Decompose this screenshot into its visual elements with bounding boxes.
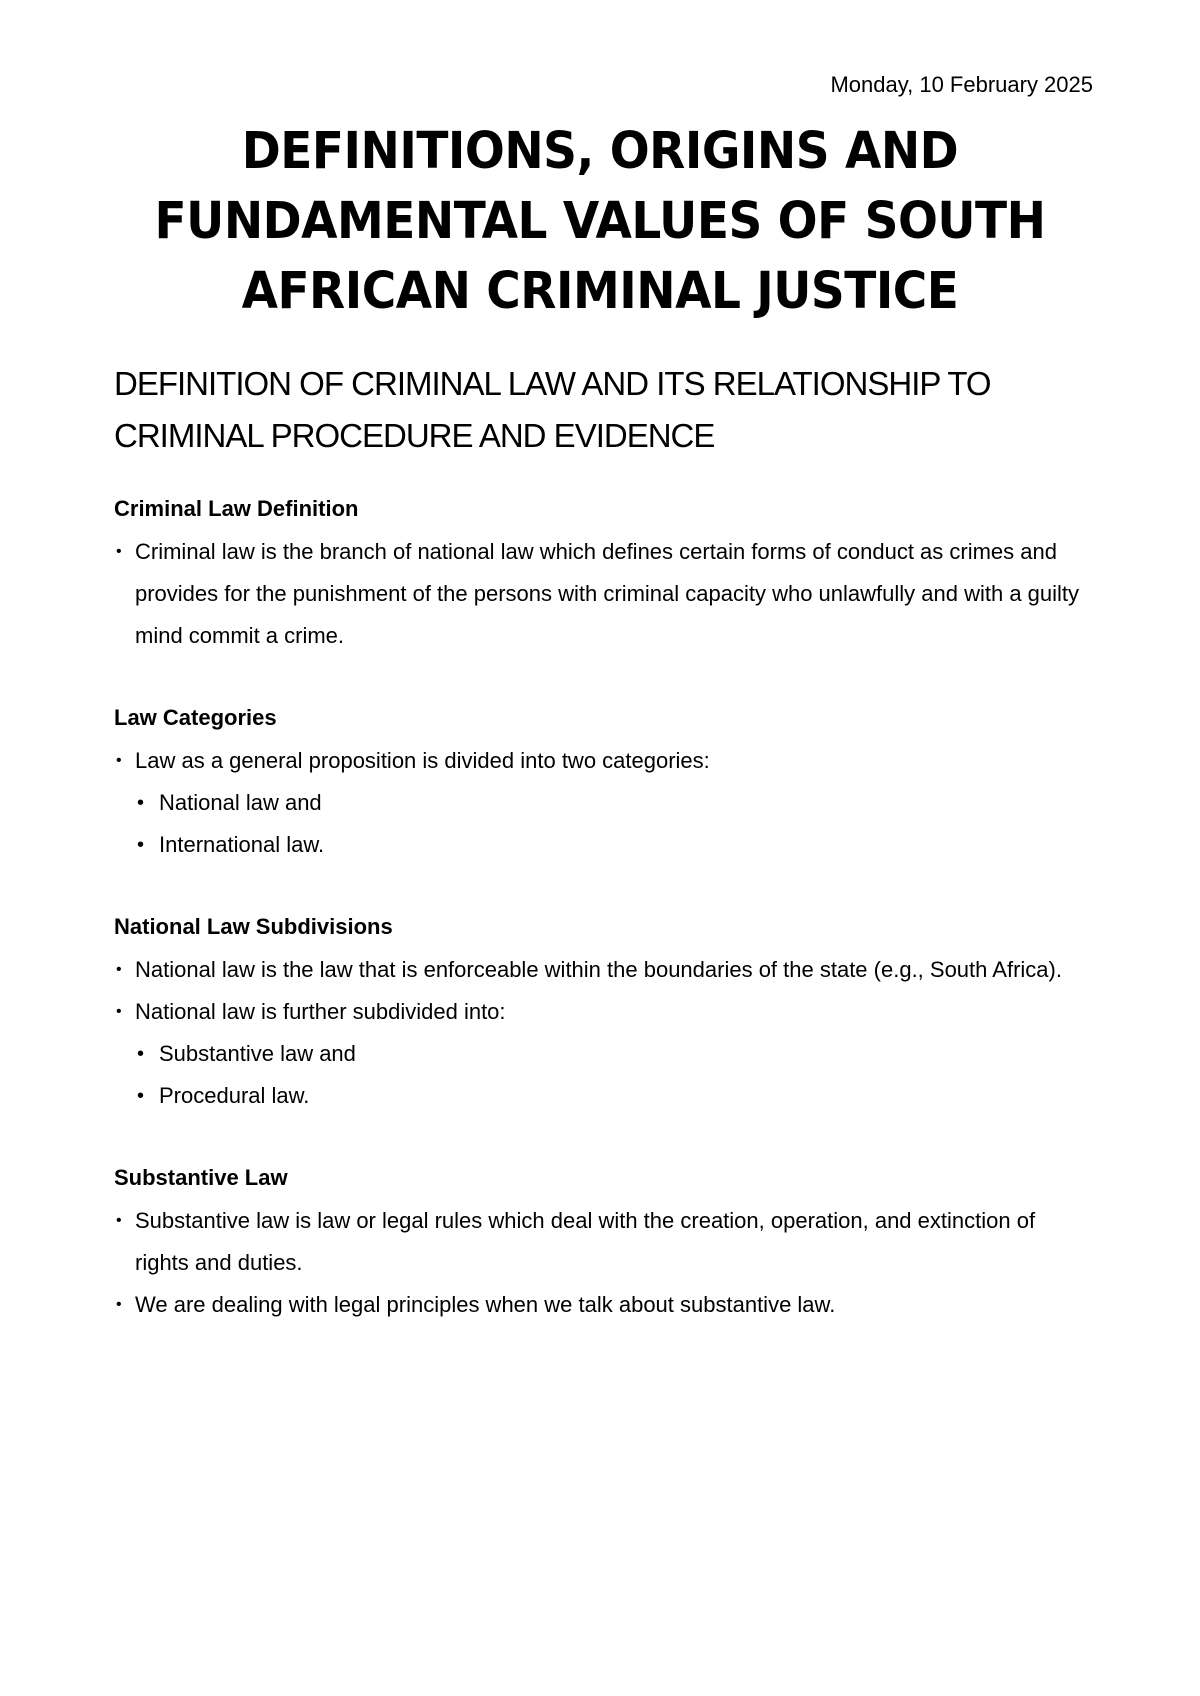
- section-national-law-subdivisions: [114, 912, 1094, 1117]
- sub-bullet-list: [135, 782, 1094, 866]
- bullet-list: [114, 1200, 1094, 1326]
- bullet-icon: •: [137, 1043, 145, 1065]
- bullet-icon: •: [116, 752, 122, 769]
- section-heading: Criminal Law Definition: [114, 496, 359, 521]
- section-heading: Substantive Law: [114, 1165, 288, 1190]
- list-item: [114, 949, 1094, 991]
- sub-bullet-list: [135, 1033, 1094, 1117]
- bullet-list: [114, 531, 1094, 657]
- list-item-text: National law is the law that is enforceable within the boundaries of the state (e.g., South Africa).: [135, 957, 1062, 982]
- sub-list-item: [135, 1075, 1094, 1117]
- list-item-text: Law as a general proposition is divided into two categories:: [135, 748, 710, 773]
- bullet-icon: •: [137, 1085, 145, 1107]
- bullet-icon: •: [116, 961, 122, 978]
- list-item-text: We are dealing with legal principles when we talk about substantive law.: [135, 1292, 836, 1317]
- list-item: [114, 740, 1094, 866]
- document-title: [100, 116, 1100, 327]
- bullet-list: [114, 949, 1094, 1117]
- sub-list-item-text: Procedural law.: [159, 1083, 310, 1108]
- title-line: AFRICAN CRIMINAL JUSTICE: [241, 261, 959, 322]
- bullet-icon: •: [116, 1296, 122, 1313]
- section-substantive-law: [114, 1163, 1094, 1326]
- bullet-icon: •: [116, 543, 122, 560]
- document-content: [114, 494, 1094, 1372]
- bullet-icon: •: [116, 1212, 122, 1229]
- list-item-text: Criminal law is the branch of national law which defines certain forms of conduct as crimes and provides for the punishment of the persons with criminal capacity who unlawfully and with a guilty mind commit a crime.: [135, 539, 1080, 648]
- sub-list-item: [135, 782, 1094, 824]
- list-item: [114, 531, 1094, 657]
- section-criminal-law-definition: [114, 494, 1094, 657]
- list-item: [114, 991, 1094, 1117]
- document-date: Monday, 10 February 2025: [830, 72, 1093, 97]
- sub-list-item-text: International law.: [159, 832, 325, 857]
- section-law-categories: [114, 703, 1094, 866]
- title-line: FUNDAMENTAL VALUES OF SOUTH: [154, 191, 1046, 251]
- title-line: DEFINITIONS, ORIGINS AND: [241, 121, 959, 181]
- subtitle-line: DEFINITION OF CRIMINAL LAW AND ITS RELATIONSHIP TO: [114, 365, 991, 402]
- bullet-icon: •: [116, 1003, 122, 1020]
- sub-list-item-text: National law and: [159, 790, 322, 815]
- bullet-icon: •: [137, 792, 145, 814]
- bullet-icon: •: [137, 834, 145, 856]
- list-item-text: National law is further subdivided into:: [135, 999, 506, 1024]
- sub-list-item-text: Substantive law and: [159, 1041, 356, 1066]
- sub-list-item: [135, 1033, 1094, 1075]
- list-item: [114, 1284, 1094, 1326]
- sub-list-item: [135, 824, 1094, 866]
- list-item: [114, 1200, 1094, 1284]
- subtitle-line: CRIMINAL PROCEDURE AND EVIDENCE: [114, 417, 715, 454]
- section-heading: Law Categories: [114, 705, 277, 730]
- bullet-list: [114, 740, 1094, 866]
- list-item-text: Substantive law is law or legal rules which deal with the creation, operation, and extinction of rights and duties.: [135, 1208, 1036, 1275]
- section-heading: National Law Subdivisions: [114, 914, 393, 939]
- document-subtitle: [114, 358, 1074, 462]
